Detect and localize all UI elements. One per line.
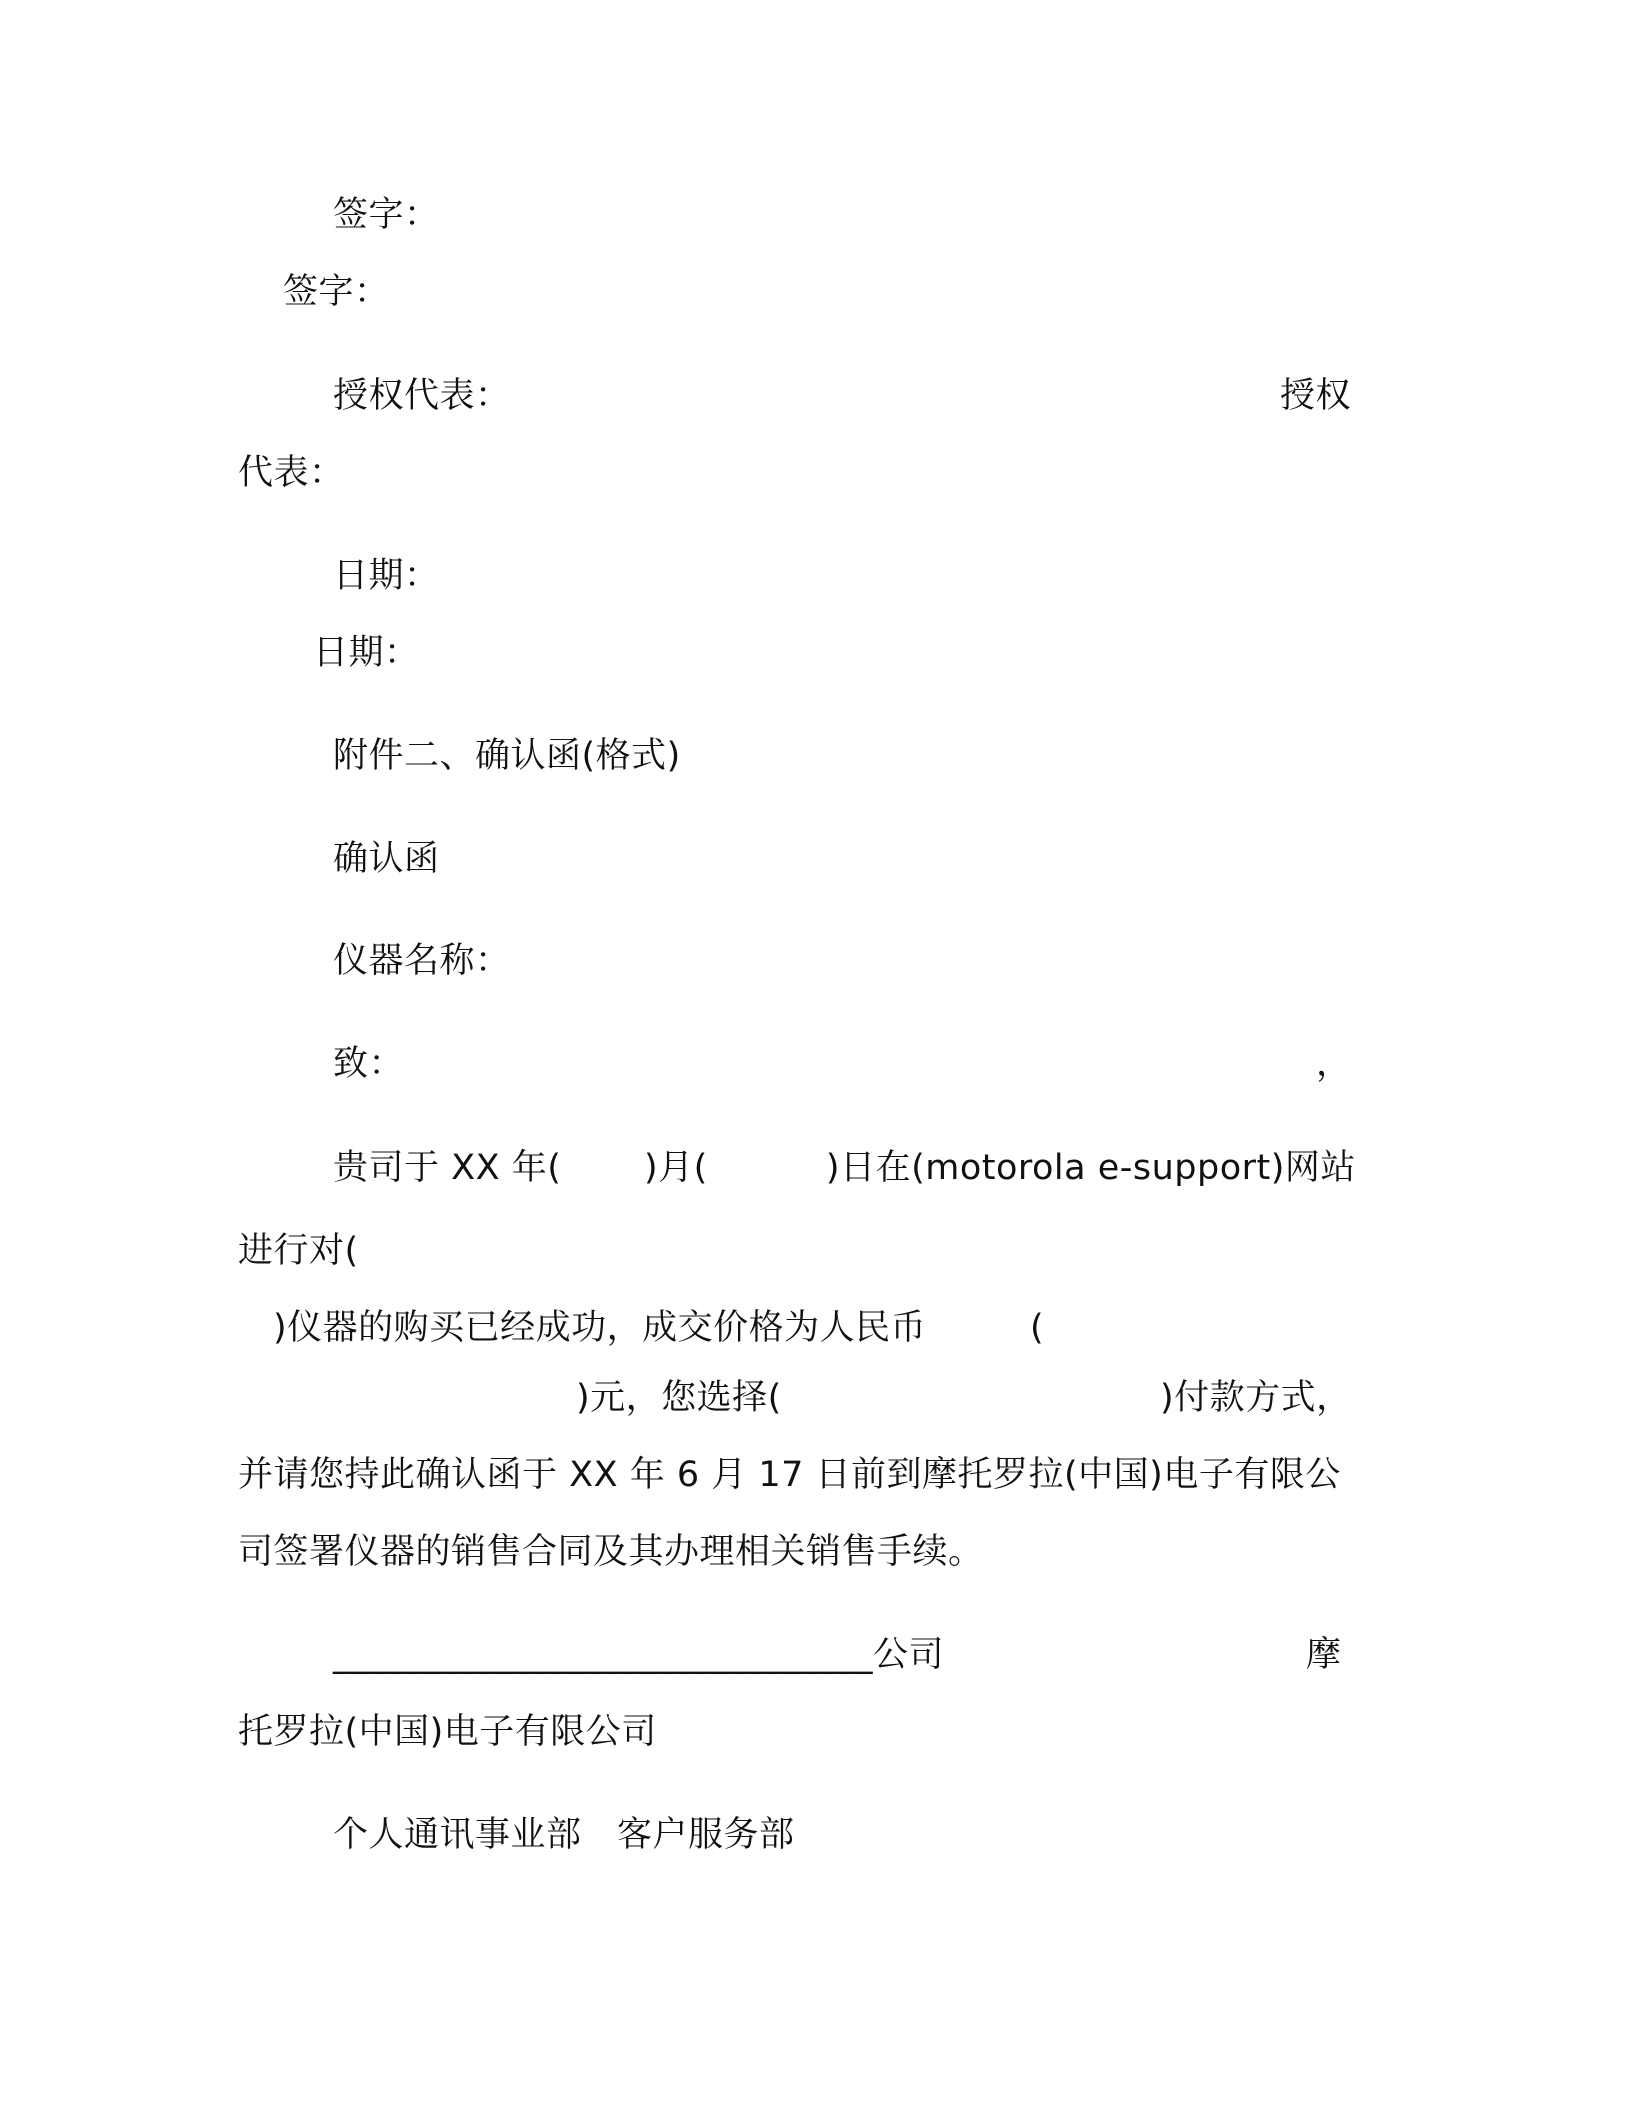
attachment-title: 附件二、确认函(格式): [333, 736, 681, 776]
signature-label-2: 签字：: [283, 272, 390, 312]
to-label: 致：: [333, 1044, 405, 1084]
to-comma: ，: [1316, 1044, 1352, 1084]
authorized-rep-label-1: 授权代表：: [333, 376, 511, 416]
motorola-name-start: 摩: [1306, 1635, 1342, 1675]
department-line: 个人通讯事业部 客户服务部: [333, 1815, 795, 1855]
company-signature-blank: ______________________________公司: [333, 1635, 945, 1675]
authorized-rep-label-2-cont: 代表：: [238, 453, 345, 493]
body-line-6: 司签署仪器的销售合同及其办理相关销售手续。: [238, 1532, 984, 1572]
body-line-1: 贵司于 XX 年( )月( )日在(motorola e-support)网站: [333, 1148, 1356, 1188]
letter-title: 确认函: [333, 839, 440, 879]
body-line-3: )仪器的购买已经成功，成交价格为人民币: [273, 1308, 927, 1348]
body-line-2: 进行对(: [238, 1231, 359, 1271]
body-line-4-end: )付款方式，: [1160, 1378, 1352, 1418]
body-line-4: )元，您选择(: [576, 1378, 782, 1418]
body-line-5: 并请您持此确认函于 XX 年 6 月 17 日前到摩托罗拉(中国)电子有限公: [238, 1455, 1341, 1495]
motorola-name-cont: 托罗拉(中国)电子有限公司: [238, 1712, 657, 1752]
authorized-rep-label-2: 授权: [1280, 376, 1352, 416]
signature-label-1: 签字：: [333, 195, 440, 235]
body-line-3-paren: (: [1030, 1308, 1045, 1348]
date-label-2: 日期：: [313, 633, 420, 673]
date-label-1: 日期：: [333, 556, 440, 596]
instrument-name-label: 仪器名称：: [333, 941, 511, 981]
